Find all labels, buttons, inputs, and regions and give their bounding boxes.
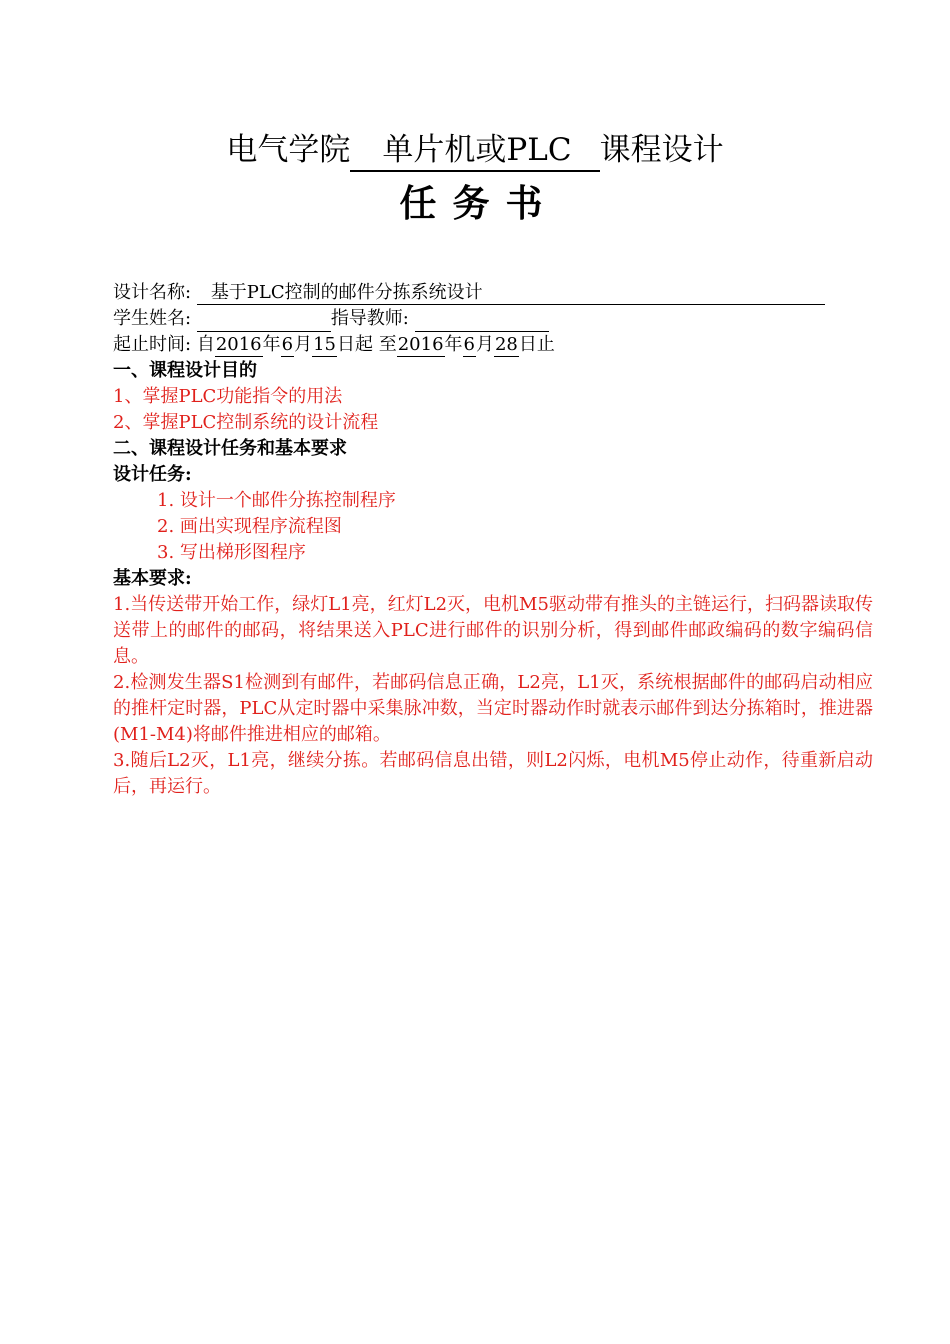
course-suffix: 课程设计 (599, 132, 724, 168)
end-day: 28 (494, 334, 518, 355)
requirement-paragraph: 1.当传送带开始工作，绿灯L1亮，红灯L2灭，电机M5驱动带有推头的主链运行，扫码器读取传送带上的邮件的邮码，将结果送入PLC进行邮件的识别分析，得到邮件邮政编码的数字编码信息。 (113, 594, 873, 667)
start-year: 2016 (215, 334, 262, 355)
month-word-2: 月 (475, 334, 494, 355)
end-year: 2016 (397, 334, 444, 355)
task-item: 2. 画出实现程序流程图 (157, 516, 342, 537)
requirement-paragraph: 3.随后L2灭，L1亮，继续分拣。若邮码信息出错，则L2闪烁，电机M5停止动作，待重新启动后，再运行。 (113, 750, 873, 797)
design-name-label: 设计名称: (113, 282, 192, 303)
doc-title: 任务书 (399, 182, 559, 225)
start-month: 6 (281, 334, 294, 355)
objective-item: 2、掌握PLC控制系统的设计流程 (113, 412, 379, 433)
document-body (113, 280, 873, 800)
section2-heading: 二、课程设计任务和基本要求 (113, 438, 347, 459)
from-word: 自 (196, 334, 215, 355)
names-row (113, 306, 873, 332)
requirements-label: 基本要求: (113, 568, 192, 589)
design-name-value: 基于PLC控制的邮件分拣系统设计 (197, 282, 825, 305)
college-name: 电气学院 (226, 132, 351, 168)
advisor-label: 指导教师: (330, 308, 409, 329)
design-name-row (113, 280, 873, 306)
month-word-1: 月 (294, 334, 313, 355)
student-blank (197, 309, 331, 332)
day-end-word: 日止 (518, 334, 555, 355)
task-item: 1. 设计一个邮件分拣控制程序 (157, 490, 396, 511)
task-item: 3. 写出梯形图程序 (157, 542, 306, 563)
student-label: 学生姓名: (113, 308, 192, 329)
course-name: 单片机或PLC (350, 130, 599, 172)
start-day: 15 (313, 334, 336, 355)
header-title (0, 128, 950, 172)
period-label: 起止时间: (113, 334, 192, 355)
end-month: 6 (463, 334, 475, 355)
tasks-label: 设计任务: (113, 464, 192, 485)
section1-heading: 一、课程设计目的 (113, 360, 257, 381)
day-start-word: 日起 至 (336, 334, 397, 355)
advisor-blank (415, 309, 549, 332)
requirement-paragraph: 2.检测发生器S1检测到有邮件，若邮码信息正确，L2亮，L1灭，系统根据邮件的邮码启动相应的推杆定时器，PLC从定时器中采集脉冲数，当定时器动作时就表示邮件到达分拣箱时，推进器(M1-M4)将邮件推进相应的邮箱。 (113, 672, 873, 745)
period-row (113, 332, 873, 358)
year-word-2: 年 (444, 334, 463, 355)
objective-item: 1、掌握PLC功能指令的用法 (113, 386, 343, 407)
year-word-1: 年 (262, 334, 281, 355)
